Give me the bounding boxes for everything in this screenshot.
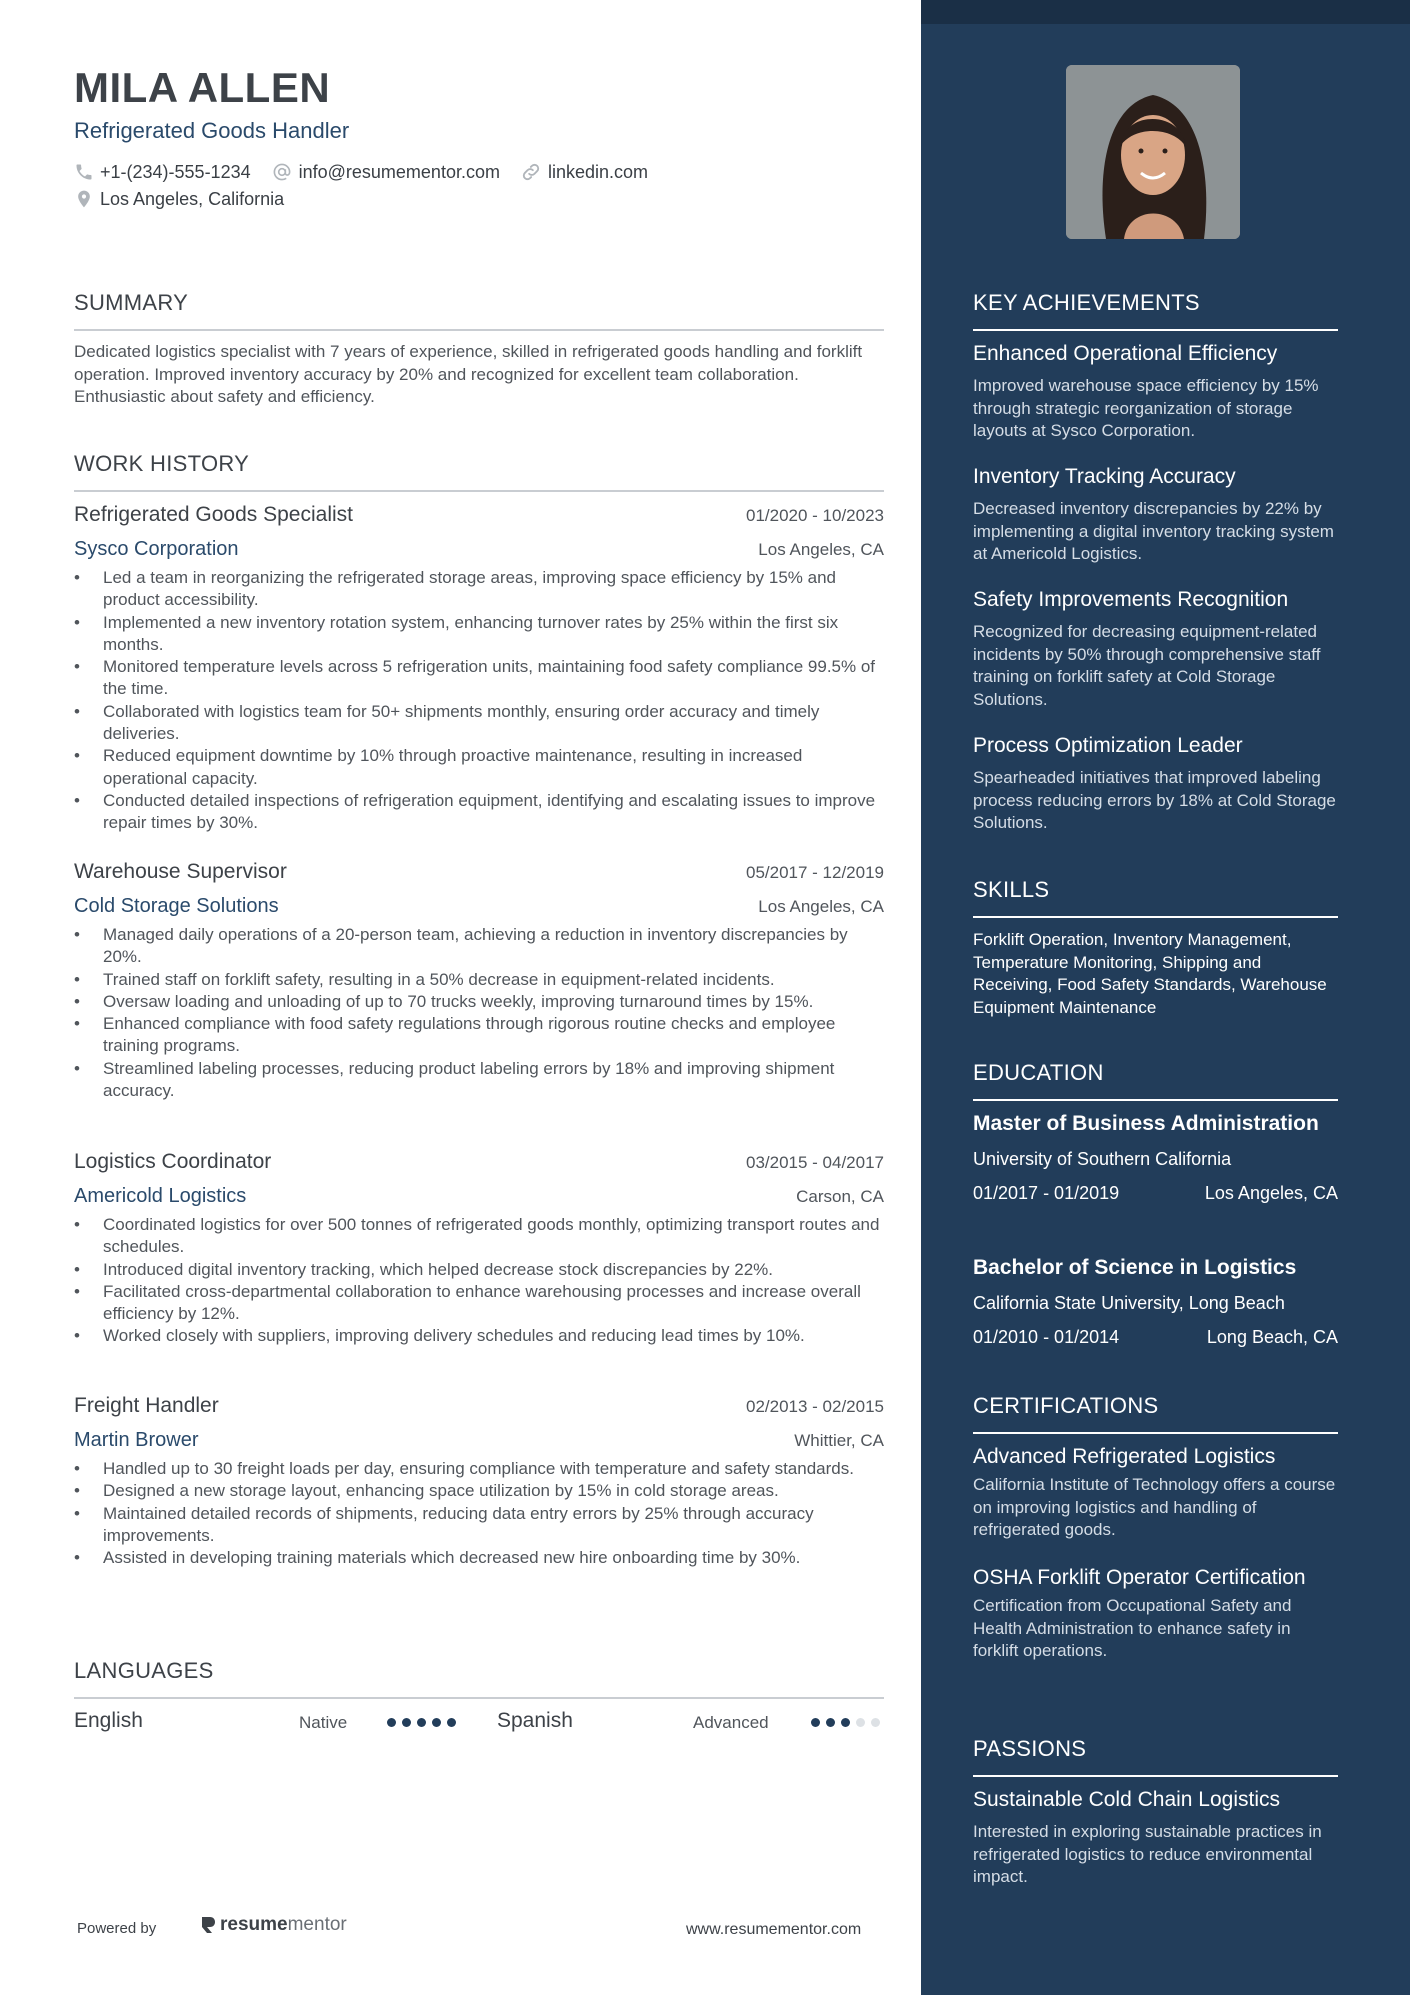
- powered-by-label: Powered by: [77, 1920, 157, 1937]
- job-bullets: [74, 924, 884, 1102]
- job-entry: [74, 860, 884, 1102]
- job-bullet: • Assisted in developing training materials which decreased new hire onboarding time by 30%.: [74, 1547, 884, 1569]
- phone-icon: [74, 162, 94, 182]
- certifications-heading: CERTIFICATIONS: [973, 1393, 1159, 1418]
- achievement-text: Improved warehouse space efficiency by 15% through strategic reorganization of storage layouts at Sysco Corporation.: [973, 376, 1319, 440]
- job-company: Cold Storage Solutions: [74, 895, 279, 917]
- job-bullet: • Oversaw loading and unloading of up to 70 trucks weekly, improving turnaround times by 15%.: [74, 991, 884, 1013]
- achievement-title: Inventory Tracking Accuracy: [973, 465, 1236, 488]
- job-bullet: • Enhanced compliance with food safety regulations through rigorous routine checks and employee training programs.: [74, 1013, 884, 1058]
- job-entry: [74, 1150, 884, 1348]
- certification-title: OSHA Forklift Operator Certification: [973, 1566, 1306, 1589]
- job-title: Warehouse Supervisor: [74, 860, 287, 883]
- job-bullet: • Introduced digital inventory tracking, which helped decrease stock discrepancies by 22%.: [74, 1259, 884, 1281]
- job-bullet: • Trained staff on forklift safety, resulting in a 50% decrease in equipment-related incidents.: [74, 969, 884, 991]
- languages-row: [74, 1709, 884, 1739]
- achievement-item: [973, 733, 1338, 835]
- language-level: Advanced: [693, 1713, 769, 1732]
- job-bullet: • Coordinated logistics for over 500 tonnes of refrigerated goods monthly, optimizing transport routes and schedules.: [74, 1214, 884, 1259]
- certification-title: Advanced Refrigerated Logistics: [973, 1445, 1276, 1468]
- education-location: Long Beach, CA: [1206, 1327, 1338, 1347]
- job-bullets: [74, 1214, 884, 1348]
- education-date: 01/2010 - 01/2014: [973, 1327, 1120, 1347]
- certification-item: [973, 1565, 1338, 1663]
- brand-light: mentor: [287, 1914, 347, 1935]
- rating-dot-filled: [841, 1718, 850, 1727]
- achievement-item: [973, 587, 1338, 711]
- summary-divider: [74, 329, 884, 331]
- rating-dot-filled: [447, 1718, 456, 1727]
- job-company: Americold Logistics: [74, 1185, 247, 1207]
- education-location: Los Angeles, CA: [1204, 1183, 1338, 1203]
- job-bullet: • Streamlined labeling processes, reducing product labeling errors by 18% and improving shipment accuracy.: [74, 1058, 884, 1103]
- resumementor-logo-icon: [199, 1915, 217, 1935]
- rating-dot-filled: [417, 1718, 426, 1727]
- rating-dot-filled: [402, 1718, 411, 1727]
- education-school: California State University, Long Beach: [973, 1293, 1285, 1313]
- education-item: [973, 1255, 1338, 1348]
- passion-text: Interested in exploring sustainable practices in refrigerated logistics to reduce environmental impact.: [973, 1822, 1322, 1886]
- education-date: 01/2017 - 01/2019: [973, 1183, 1120, 1203]
- summary-text: Dedicated logistics specialist with 7 years of experience, skilled in refrigerated goods handling and forklift operation. Improved inventory accuracy by 20% and recognized for excellent team collaboration. Enthusiastic about safety and efficiency.: [74, 342, 863, 406]
- job-entry: [74, 503, 884, 835]
- job-date: 02/2013 - 02/2015: [745, 1397, 884, 1416]
- education-degree: Bachelor of Science in Logistics: [973, 1256, 1297, 1279]
- candidate-name: MILA ALLEN: [74, 64, 331, 111]
- contact-linkedin[interactable]: [520, 161, 648, 183]
- job-title: Logistics Coordinator: [74, 1150, 272, 1173]
- job-bullets: [74, 567, 884, 835]
- job-bullets: [74, 1458, 884, 1569]
- achievement-title: Safety Improvements Recognition: [973, 588, 1289, 611]
- certifications-divider: [973, 1432, 1338, 1434]
- email-text[interactable]: info@resumementor.com: [298, 161, 500, 182]
- language-level: Native: [299, 1713, 348, 1732]
- education-item: [973, 1111, 1338, 1204]
- achievement-item: [973, 464, 1338, 566]
- languages-heading: LANGUAGES: [74, 1658, 214, 1683]
- passion-item: [973, 1787, 1338, 1889]
- achievement-item: [973, 341, 1338, 443]
- contact-location: [74, 188, 284, 210]
- certification-text: California Institute of Technology offers a course on improving logistics and handling of refrigerated goods.: [973, 1475, 1336, 1539]
- rating-dot-empty: [856, 1718, 865, 1727]
- portrait-image: [1066, 65, 1240, 239]
- certification-text: Certification from Occupational Safety and Health Administration to enhance safety in forklift operations.: [973, 1596, 1292, 1660]
- contact-email[interactable]: [271, 161, 500, 183]
- job-date: 05/2017 - 12/2019: [745, 863, 884, 882]
- job-location: Whittier, CA: [794, 1431, 884, 1450]
- location-text: Los Angeles, California: [100, 188, 285, 209]
- skills-divider: [973, 916, 1338, 918]
- achievement-text: Spearheaded initiatives that improved labeling process reducing errors by 18% at Cold Storage Solutions.: [973, 768, 1336, 832]
- skills-heading: SKILLS: [973, 877, 1050, 902]
- contact-phone: [74, 162, 251, 183]
- job-date: 01/2020 - 10/2023: [745, 506, 884, 525]
- languages-divider: [74, 1697, 884, 1699]
- education-degree: Master of Business Administration: [973, 1112, 1319, 1135]
- job-bullet: • Worked closely with suppliers, improving delivery schedules and reducing lead times by 10%.: [74, 1325, 884, 1347]
- job-location: Carson, CA: [796, 1187, 884, 1206]
- job-bullet: • Collaborated with logistics team for 50+ shipments monthly, ensuring order accuracy and timely deliveries.: [74, 701, 884, 746]
- achievement-text: Recognized for decreasing equipment-related incidents by 50% through comprehensive staff training on forklift safety at Cold Storage Solutions.: [973, 622, 1321, 709]
- job-bullet: • Implemented a new inventory rotation system, enhancing turnover rates by 25% within the first six months.: [74, 612, 884, 657]
- achievements-divider: [973, 329, 1338, 331]
- job-bullet: • Facilitated cross-departmental collaboration to enhance warehousing processes and increase overall efficiency by 12%.: [74, 1281, 884, 1326]
- phone-text: +1-(234)-555-1234: [100, 161, 251, 182]
- contact-row: [74, 161, 668, 183]
- achievement-title: Enhanced Operational Efficiency: [973, 342, 1278, 365]
- job-bullet: • Conducted detailed inspections of refrigeration equipment, identifying and escalating issues to improve repair times by 30%.: [74, 790, 884, 835]
- job-location: Los Angeles, CA: [758, 540, 884, 559]
- brand-bold: resume: [220, 1914, 288, 1935]
- skills-text: Forklift Operation, Inventory Management, Temperature Monitoring, Shipping and Receiving, Food Safety Standards, Warehouse Equipment Maintenance: [973, 930, 1327, 1017]
- job-bullet: • Maintained detailed records of shipments, reducing data entry errors by 25% through accuracy improvements.: [74, 1503, 884, 1548]
- job-company: Martin Brower: [74, 1429, 199, 1451]
- job-bullet: • Handled up to 30 freight loads per day, ensuring compliance with temperature and safety standards.: [74, 1458, 884, 1480]
- job-bullet: • Managed daily operations of a 20-person team, achieving a reduction in inventory discrepancies by 20%.: [74, 924, 884, 969]
- achievement-text: Decreased inventory discrepancies by 22% by implementing a digital inventory tracking system at Americold Logistics.: [973, 499, 1334, 563]
- job-title: Freight Handler: [74, 1394, 219, 1417]
- rating-dot-filled: [432, 1718, 441, 1727]
- location-pin-icon: [74, 188, 94, 210]
- website-link[interactable]: www.resumementor.com: [686, 1921, 862, 1938]
- achievement-title: Process Optimization Leader: [973, 734, 1243, 757]
- sidebar-top-bar: [921, 0, 1410, 24]
- job-bullet: • Designed a new storage layout, enhancing space utilization by 15% in cold storage areas.: [74, 1480, 884, 1502]
- job-location: Los Angeles, CA: [758, 897, 884, 916]
- candidate-role: Refrigerated Goods Handler: [74, 118, 350, 143]
- job-company: Sysco Corporation: [74, 538, 239, 560]
- brand-logo[interactable]: [199, 1914, 347, 1936]
- achievements-heading: KEY ACHIEVEMENTS: [973, 290, 1200, 315]
- language-name: Spanish: [497, 1709, 573, 1732]
- language-rating: [387, 1718, 462, 1727]
- work-history-heading: WORK HISTORY: [74, 451, 250, 476]
- passions-divider: [973, 1775, 1338, 1777]
- rating-dot-empty: [871, 1718, 880, 1727]
- at-icon: [271, 161, 293, 183]
- job-entry: [74, 1394, 884, 1569]
- passion-title: Sustainable Cold Chain Logistics: [973, 1788, 1281, 1811]
- education-divider: [973, 1099, 1338, 1101]
- rating-dot-filled: [811, 1718, 820, 1727]
- job-bullet: • Led a team in reorganizing the refrigerated storage areas, improving space efficiency by 15% and product accessibility.: [74, 567, 884, 612]
- rating-dot-filled: [826, 1718, 835, 1727]
- job-bullet: • Reduced equipment downtime by 10% through proactive maintenance, resulting in increased operational capacity.: [74, 745, 884, 790]
- link-icon: [520, 161, 542, 183]
- work-history-divider: [74, 490, 884, 492]
- job-date: 03/2015 - 04/2017: [745, 1153, 884, 1172]
- language-rating: [811, 1718, 886, 1727]
- language-name: English: [74, 1709, 143, 1732]
- certification-item: [973, 1444, 1338, 1542]
- contact-row-location: [74, 188, 304, 210]
- passions-heading: PASSIONS: [973, 1736, 1087, 1761]
- linkedin-text[interactable]: linkedin.com: [547, 161, 649, 182]
- rating-dot-filled: [387, 1718, 396, 1727]
- education-heading: EDUCATION: [973, 1060, 1104, 1085]
- summary-heading: SUMMARY: [74, 290, 189, 315]
- profile-photo: [1066, 65, 1240, 239]
- job-bullet: • Monitored temperature levels across 5 refrigeration units, maintaining food safety compliance 99.5% of the time.: [74, 656, 884, 701]
- education-school: University of Southern California: [973, 1149, 1232, 1169]
- job-title: Refrigerated Goods Specialist: [74, 503, 353, 526]
